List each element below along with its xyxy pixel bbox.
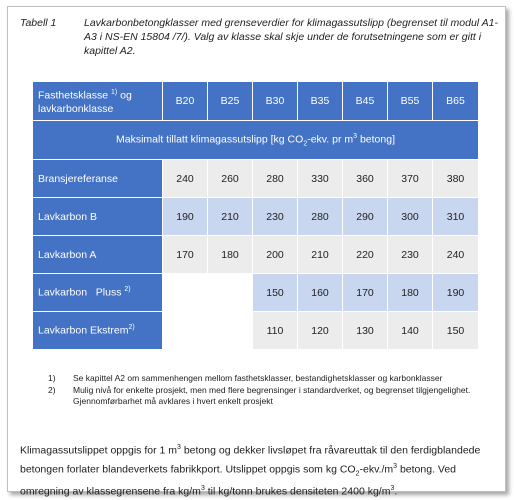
table-cell: 150 xyxy=(433,312,479,350)
table-cell: 310 xyxy=(433,198,479,236)
empty-cell xyxy=(208,274,253,312)
table-cell: 300 xyxy=(388,198,433,236)
table-cell: 220 xyxy=(343,236,388,274)
carbon-class-table xyxy=(32,81,479,350)
empty-cell xyxy=(163,274,208,312)
table-cell: 120 xyxy=(298,312,343,350)
caption-text: Lavkarbonbetongklasser med grenseverdier for klimagassutslipp (begrenset til modul A1-A3 i NS-EN 15804 /7/). Valg av klasse skal skje under de forutsetningene som er gitt i kapittel A2. xyxy=(84,17,498,57)
footnote xyxy=(48,385,508,407)
table-header-row xyxy=(33,82,479,121)
header-class-cell: B20 xyxy=(163,82,208,121)
header-class-cell: B30 xyxy=(253,82,298,121)
table-cell: 290 xyxy=(343,198,388,236)
table-cell: 150 xyxy=(253,274,298,312)
row-label: Lavkarbon A xyxy=(33,236,163,274)
table-cell: 110 xyxy=(253,312,298,350)
document-frame xyxy=(7,6,506,498)
header-class-cell: B35 xyxy=(298,82,343,121)
table-cell: 210 xyxy=(298,236,343,274)
table-cell: 170 xyxy=(163,236,208,274)
table-cell: 130 xyxy=(343,312,388,350)
row-label: Lavkarbon Pluss $^{2)}$ xyxy=(33,274,163,312)
table-cell: 230 xyxy=(253,198,298,236)
caption-number: Tabell 1 xyxy=(20,17,57,29)
table-cell: 140 xyxy=(388,312,433,350)
body-paragraph: Klimagassutslippet oppgis for 1 $m^3$ betong og dekker livsløpet fra råvareuttak til den ferdigblandede betongen forlater blandeverkets fabrikkport. Utslippet oppgis som kg $CO_2-ekv./m^3$ betong. Ved omregning av klassegrensene fra $kg/m^3$ til kg/tonn brukes densiteten 2400 $kg/m^3$. xyxy=(20,444,481,498)
table-cell: 260 xyxy=(208,160,253,198)
footnote-number: 1) xyxy=(48,373,56,383)
table-subheader-row xyxy=(33,121,479,160)
table-row xyxy=(33,236,479,274)
table-row xyxy=(33,160,479,198)
header-class-cell: B65 xyxy=(433,82,479,121)
footnote xyxy=(48,373,508,384)
row-label: Bransjereferanse xyxy=(33,160,163,198)
row-label: Lavkarbon Ekstrem$^{2)}$ xyxy=(33,312,163,350)
row-label: Lavkarbon B xyxy=(33,198,163,236)
table-cell: 360 xyxy=(343,160,388,198)
table-cell: 190 xyxy=(163,198,208,236)
header-class-cell: B55 xyxy=(388,82,433,121)
table-row xyxy=(33,198,479,236)
table-cell: 180 xyxy=(388,274,433,312)
header-class-cell: B25 xyxy=(208,82,253,121)
table-cell: 200 xyxy=(253,236,298,274)
table-cell: 190 xyxy=(433,274,479,312)
table-cell: 180 xyxy=(208,236,253,274)
footnotes xyxy=(48,373,508,408)
empty-cell xyxy=(208,312,253,350)
table-cell: 330 xyxy=(298,160,343,198)
table-cell: 370 xyxy=(388,160,433,198)
table-row xyxy=(33,312,479,350)
table-cell: 170 xyxy=(343,274,388,312)
table-cell: 230 xyxy=(388,236,433,274)
footnote-text: Mulig nivå for enkelte prosjekt, men med flere begrensinger i standardverket, og begrenset tilgjengelighet. Gjennomførbarhet må avklares i hvert enkelt prosjekt xyxy=(73,385,471,406)
table-cell: 280 xyxy=(253,160,298,198)
table-cell: 240 xyxy=(163,160,208,198)
table-cell: 160 xyxy=(298,274,343,312)
subheader-cell: Maksimalt tillatt klimagassutslipp [kg $CO_2$-ekv. pr $m^3$ betong] xyxy=(33,121,479,160)
empty-cell xyxy=(163,312,208,350)
footnote-text: Se kapittel A2 om sammenhengen mellom fasthetsklasser, bestandighetsklasser og karbonklasser xyxy=(73,373,443,383)
footnote-number: 2) xyxy=(48,385,56,395)
table-cell: 380 xyxy=(433,160,479,198)
table-row xyxy=(33,274,479,312)
table-cell: 240 xyxy=(433,236,479,274)
header-class-cell: B45 xyxy=(343,82,388,121)
table-cell: 210 xyxy=(208,198,253,236)
table-cell: 280 xyxy=(298,198,343,236)
header-first-cell: Fasthetsklasse $^{1)}$ og lavkarbonklasse xyxy=(33,82,163,121)
